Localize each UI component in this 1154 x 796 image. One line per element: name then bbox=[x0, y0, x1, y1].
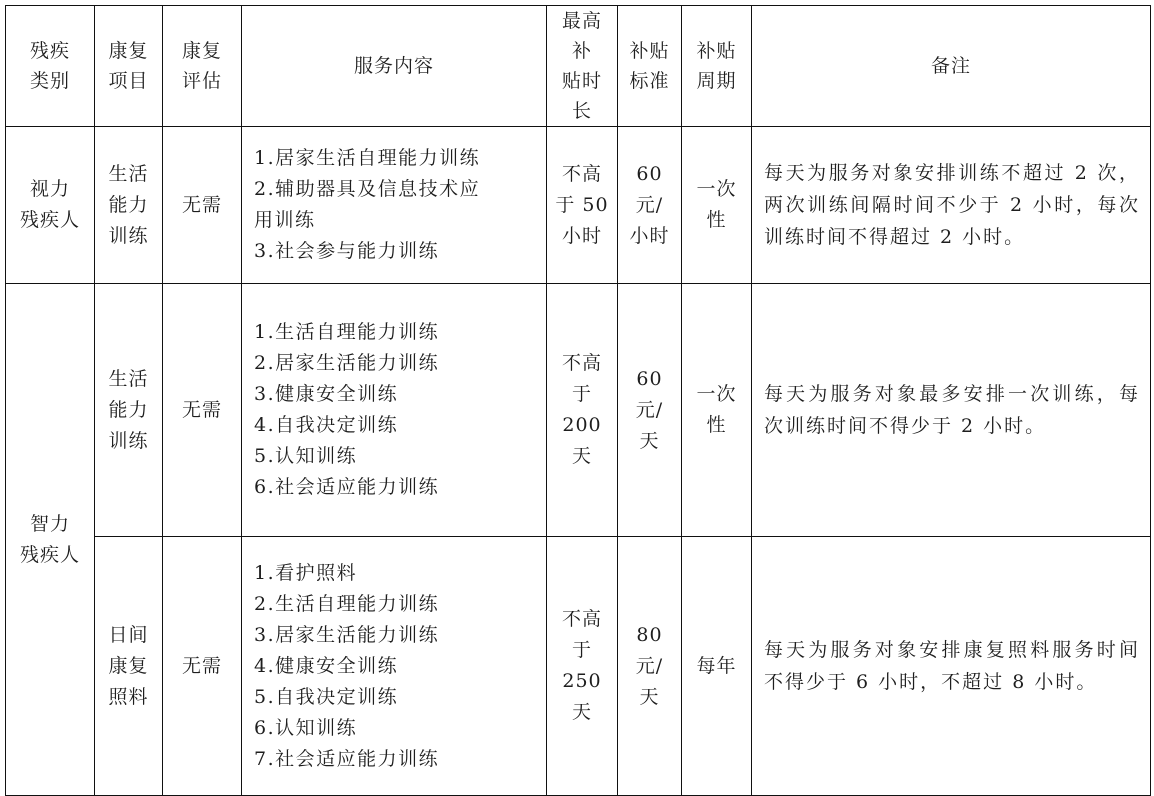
header-rehab-project: 康复 项目 bbox=[95, 6, 163, 127]
cell-rehab-project: 日间 康复 照料 bbox=[95, 537, 163, 796]
table-row bbox=[6, 537, 1151, 796]
header-disability-category: 残疾 类别 bbox=[6, 6, 95, 127]
cell-note: 每天为服务对象安排训练不超过 2 次，两次训练间隔时间不少于 2 小时，每次训练时间不得超过 2 小时。 bbox=[752, 127, 1151, 284]
cell-service-content: 1.居家生活自理能力训练 2.辅助器具及信息技术应 用训练 3.社会参与能力训练 bbox=[242, 127, 547, 284]
table-row bbox=[6, 284, 1151, 537]
header-subsidy-standard: 补贴 标准 bbox=[618, 6, 682, 127]
header-service-content: 服务内容 bbox=[242, 6, 547, 127]
table-header-row bbox=[6, 6, 1151, 127]
cell-rehab-assessment: 无需 bbox=[163, 127, 242, 284]
cell-note: 每天为服务对象最多安排一次训练，每次训练时间不得少于 2 小时。 bbox=[752, 284, 1151, 537]
cell-rehab-project: 生活 能力 训练 bbox=[95, 127, 163, 284]
header-rehab-assessment: 康复 评估 bbox=[163, 6, 242, 127]
cell-rehab-assessment: 无需 bbox=[163, 537, 242, 796]
cell-subsidy-period: 一次性 bbox=[682, 284, 752, 537]
cell-disability-category: 视力 残疾人 bbox=[6, 127, 95, 284]
cell-subsidy-period: 一次性 bbox=[682, 127, 752, 284]
subsidy-table bbox=[5, 5, 1151, 796]
cell-max-duration: 不高 于 50 小时 bbox=[547, 127, 618, 284]
cell-max-duration: 不高 于 250 天 bbox=[547, 537, 618, 796]
header-max-duration: 最高补 贴时长 bbox=[547, 6, 618, 127]
header-note: 备注 bbox=[752, 6, 1151, 127]
cell-rehab-assessment: 无需 bbox=[163, 284, 242, 537]
header-subsidy-period: 补贴 周期 bbox=[682, 6, 752, 127]
cell-rehab-project: 生活 能力 训练 bbox=[95, 284, 163, 537]
table-row bbox=[6, 127, 1151, 284]
cell-disability-category: 智力 残疾人 bbox=[6, 284, 95, 796]
cell-subsidy-period: 每年 bbox=[682, 537, 752, 796]
cell-note: 每天为服务对象安排康复照料服务时间不得少于 6 小时，不超过 8 小时。 bbox=[752, 537, 1151, 796]
cell-service-content: 1.生活自理能力训练 2.居家生活能力训练 3.健康安全训练 4.自我决定训练 5.认知训练 6.社会适应能力训练 bbox=[242, 284, 547, 537]
cell-subsidy-standard: 60 元/ 天 bbox=[618, 284, 682, 537]
cell-max-duration: 不高 于 200 天 bbox=[547, 284, 618, 537]
cell-service-content: 1.看护照料 2.生活自理能力训练 3.居家生活能力训练 4.健康安全训练 5.自我决定训练 6.认知训练 7.社会适应能力训练 bbox=[242, 537, 547, 796]
cell-subsidy-standard: 80 元/ 天 bbox=[618, 537, 682, 796]
cell-subsidy-standard: 60 元/ 小时 bbox=[618, 127, 682, 284]
